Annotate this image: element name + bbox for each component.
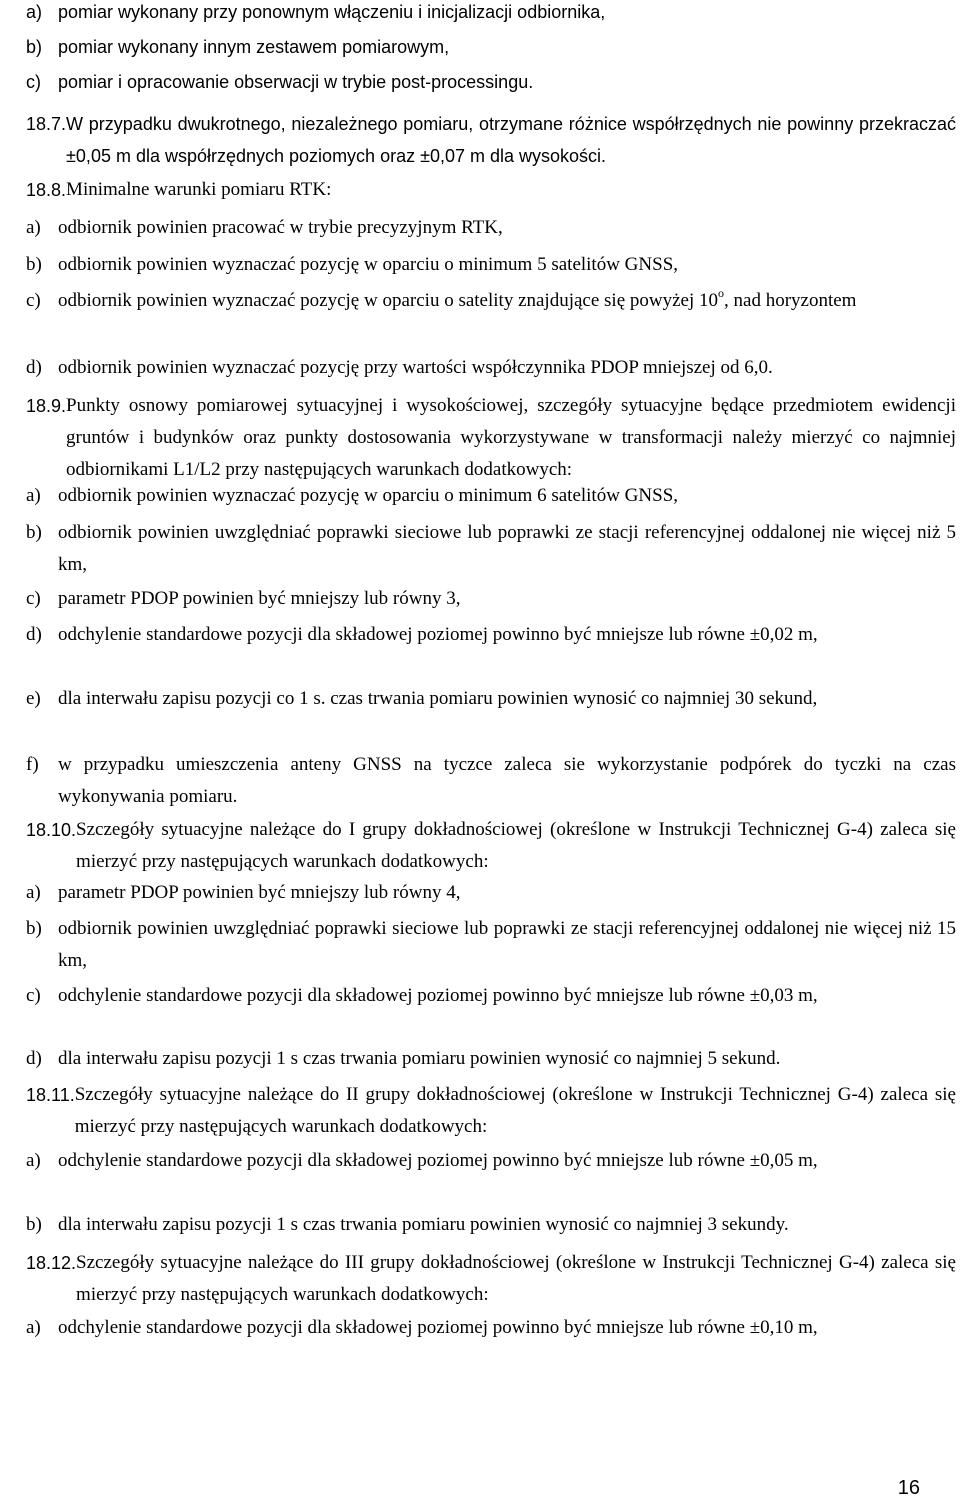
item-label: e): [26, 688, 41, 709]
item-text: dla interwału zapisu pozycji co 1 s. czas trwania pomiaru powinien wynosić co najmniej 30 sekund,: [58, 688, 818, 709]
list-item: [26, 980, 956, 1012]
list-item: [26, 619, 956, 651]
item-label: f): [26, 754, 39, 775]
item-text: odchylenie standardowe pozycji dla składowej poziomej powinno być mniejsze lub równe ±0,02 m,: [58, 624, 818, 645]
item-text: odbiornik powinien wyznaczać pozycję w oparciu o minimum 5 satelitów GNSS,: [58, 254, 679, 275]
list-item: [26, 1209, 956, 1241]
item-text: odbiornik powinien wyznaczać pozycję w oparciu o satelity znajdujące się powyżej 10$^o$, nad horyzontem: [58, 285, 857, 311]
section-18-10: [26, 814, 956, 878]
list-item: [26, 517, 956, 581]
item-text: pomiar i opracowanie obserwacji w trybie post-processingu.: [58, 72, 534, 92]
list-item: [26, 749, 956, 813]
section-number: 18.8.: [26, 180, 67, 200]
item-text: odbiornik powinien wyznaczać pozycję w oparciu o minimum 6 satelitów GNSS,: [58, 485, 679, 506]
list-item: [26, 683, 956, 715]
item-label: d): [26, 1048, 42, 1069]
item-label: a): [26, 217, 41, 238]
section-number: 18.12.: [26, 1253, 77, 1273]
section-18-8: [26, 174, 956, 206]
list-item: [26, 0, 956, 28]
item-label: d): [26, 357, 42, 378]
item-label: b): [26, 522, 42, 543]
item-label: a): [26, 1317, 41, 1338]
item-label: c): [26, 72, 41, 92]
item-text: dla interwału zapisu pozycji 1 s czas trwania pomiaru powinien wynosić co najmniej 5 sekund.: [58, 1048, 781, 1069]
item-text: odbiornik powinien pracować w trybie precyzyjnym RTK,: [58, 217, 503, 238]
section-18-12: [26, 1247, 956, 1311]
item-label: a): [26, 485, 41, 506]
item-text: parametr PDOP powinien być mniejszy lub równy 3,: [58, 588, 461, 609]
list-item: [26, 583, 956, 615]
section-18-9: [26, 390, 956, 486]
section-18-7: [26, 108, 956, 172]
section-text: Szczegóły sytuacyjne należące do II grupy dokładnościowej (określone w Instrukcji Technicznej G-4) zaleca się mierzyć przy następujących warunkach dodatkowych:: [74, 1084, 956, 1137]
item-label: a): [26, 2, 43, 22]
item-text: odbiornik powinien wyznaczać pozycję przy wartości współczynnika PDOP mniejszej od 6,0.: [58, 357, 773, 378]
list-item: [26, 249, 956, 281]
list-item: [26, 212, 956, 244]
list-item: [26, 480, 956, 512]
section-number: 18.7.: [26, 114, 67, 134]
item-label: c): [26, 588, 41, 609]
item-label: a): [26, 1150, 41, 1171]
list-item: [26, 31, 956, 63]
section-text: Minimalne warunki pomiaru RTK:: [66, 179, 332, 200]
item-text: parametr PDOP powinien być mniejszy lub równy 4,: [58, 882, 461, 903]
section-number: 18.10.: [26, 820, 77, 840]
section-18-11: [26, 1079, 956, 1143]
section-text: Punkty osnowy pomiarowej sytuacyjnej i wysokościowej, szczegóły sytuacyjne będące przedmiotem ewidencji gruntów i budynków oraz punkty dostosowania wykorzystywane w transformacji należy mierzyć co najmniej odbiornikami L1/L2 przy następujących warunkach dodatkowych:: [66, 395, 956, 480]
item-label: c): [26, 985, 41, 1006]
item-text: odchylenie standardowe pozycji dla składowej poziomej powinno być mniejsze lub równe ±0,03 m,: [58, 985, 818, 1006]
section-number: 18.9.: [26, 396, 67, 416]
item-label: d): [26, 624, 42, 645]
list-item: [26, 66, 956, 98]
item-text: odchylenie standardowe pozycji dla składowej poziomej powinno być mniejsze lub równe ±0,05 m,: [58, 1150, 818, 1171]
item-text: pomiar wykonany innym zestawem pomiarowym,: [58, 37, 450, 57]
list-item: [26, 285, 956, 317]
list-item: [26, 1312, 956, 1344]
item-label: a): [26, 882, 41, 903]
item-label: b): [26, 1214, 42, 1235]
item-label: c): [26, 290, 41, 311]
item-text: w przypadku umieszczenia anteny GNSS na tyczce zaleca sie wykorzystanie podpórek do tyczki na czas wykonywania pomiaru.: [58, 754, 956, 807]
item-text: odchylenie standardowe pozycji dla składowej poziomej powinno być mniejsze lub równe ±0,10 m,: [58, 1317, 818, 1338]
section-text: Szczegóły sytuacyjne należące do III grupy dokładnościowej (określone w Instrukcji Technicznej G-4) zaleca się mierzyć przy następujących warunkach dodatkowych:: [76, 1252, 956, 1305]
item-label: b): [26, 254, 42, 275]
section-text: Szczegóły sytuacyjne należące do I grupy dokładnościowej (określone w Instrukcji Technicznej G-4) zaleca się mierzyć przy następujących warunkach dodatkowych:: [76, 819, 956, 872]
item-text: pomiar wykonany przy ponownym włączeniu i inicjalizacji odbiornika,: [58, 2, 606, 22]
list-item: [26, 1145, 956, 1177]
item-text: odbiornik powinien uwzględniać poprawki sieciowe lub poprawki ze stacji referencyjnej oddalonej nie więcej niż 15 km,: [58, 918, 956, 971]
item-label: b): [26, 37, 43, 57]
list-item: [26, 877, 956, 909]
item-text: dla interwału zapisu pozycji 1 s czas trwania pomiaru powinien wynosić co najmniej 3 sekundy.: [58, 1214, 789, 1235]
list-item: [26, 1043, 956, 1075]
section-text: W przypadku dwukrotnego, niezależnego pomiaru, otrzymane różnice współrzędnych nie powinny przekraczać ±0,05 m dla współrzędnych poziomych oraz ±0,07 m dla wysokości.: [66, 114, 956, 166]
section-number: 18.11.: [26, 1085, 75, 1105]
list-item: [26, 913, 956, 977]
list-item: [26, 352, 956, 384]
item-text: odbiornik powinien uwzględniać poprawki sieciowe lub poprawki ze stacji referencyjnej oddalonej nie więcej niż 5 km,: [58, 522, 956, 575]
item-label: b): [26, 918, 42, 939]
page-number: 16: [897, 1477, 920, 1499]
